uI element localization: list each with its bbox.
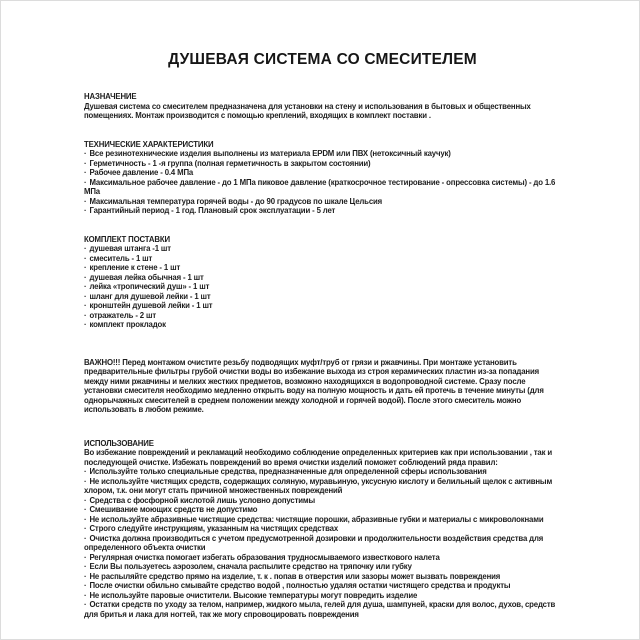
section-usage (84, 439, 561, 620)
usage-intro: Во избежание повреждений и рекламаций необходимо соблюдение определенных критериев как при использовании , так и последующей очистке. Избежать повреждений во время очистки изделий поможет соблюдений ряда правил: (84, 448, 553, 467)
spec-item: · Максимальная температура горячей воды - до 90 градусов по шкале Цельсия (84, 197, 561, 207)
section-purpose (84, 92, 561, 121)
usage-rule: · Очистка должна производиться с учетом предусмотренной дозировки и продолжительности воздействия средства для определенного объекта очистки (84, 534, 561, 553)
package-item: · кронштейн душевой лейки - 1 шт (84, 301, 561, 311)
usage-rule: · После очистки обильно смывайте средство водой , полностью удаляя остатки чистящего средства и продукты (84, 581, 561, 591)
usage-rule: · Не используйте паровые очистители. Высокие температуры могут повредить изделие (84, 591, 561, 601)
package-item: · крепление к стене - 1 шт (84, 263, 561, 273)
package-list (84, 244, 561, 330)
section-package (84, 235, 561, 330)
purpose-text: Душевая система со смесителем предназначена для установки на стену и использования в бытовых и общественных помещениях. Монтаж производится с помощью креплений, входящих в комплект поставки . (84, 101, 531, 120)
section-important (84, 358, 561, 415)
spec-item: · Максимальное рабочее давление - до 1 МПа пиковое давление (краткосрочное тестирование - опрессовка системы) - до 1.6 МПа (84, 178, 561, 197)
purpose-heading: НАЗНАЧЕНИЕ (84, 92, 137, 101)
specs-heading: ТЕХНИЧЕСКИЕ ХАРАКТЕРИСТИКИ (84, 139, 214, 149)
document-content (84, 51, 561, 619)
document-title: ДУШЕВАЯ СИСТЕМА СО СМЕСИТЕЛЕМ (168, 51, 477, 68)
usage-heading: ИСПОЛЬЗОВАНИЕ (84, 438, 154, 448)
usage-rule: · Строго следуйте инструкциям, указанным на чистящих средствах (84, 524, 561, 534)
usage-rule: · Остатки средств по уходу за телом, например, жидкого мыла, гелей для душа, шампуней, краски для волос, духов, средств для бритья и лака для ногтей, так же могу спровоцировать повреждения (84, 600, 561, 619)
package-item: · смеситель - 1 шт (84, 254, 561, 264)
usage-rule: · Не используйте чистящих средств, содержащих соляную, муравьиную, уксусную кислоту и белильный щелок с активным хлором, т.к. они могут стать причиной множественных повреждений (84, 477, 561, 496)
spec-item: · Герметичность - 1 -я группа (полная герметичность в закрытом состоянии) (84, 159, 561, 169)
usage-rule: · Используйте только специальные средства, предназначенные для определенной сферы использования (84, 467, 561, 477)
important-text: ВАЖНО!!! Перед монтажом очистите резьбу подводящих муфт/труб от грязи и ржавчины. При монтаже установить предварительные фильтры грубой очистки воды во избежание выхода из строя керамических пластин из-за попадания между ними ржавчины и мелких жестких предметов, возможно находящихся в водопроводной системе. Сразу после установки смесителя необходимо медленно открыть воду на полную мощность и дать ей протечь в течение минуты (для однорычажных смесителей в среднем положении между холодной и горячей водой). После этого смеситель можно использовать в любом режиме. (84, 357, 544, 414)
usage-rule: · Если Вы пользуетесь аэрозолем, сначала распылите средство на тряпочку или губку (84, 562, 561, 572)
package-item: · шланг для душевой лейки - 1 шт (84, 292, 561, 302)
usage-rule: · Средства с фосфорной кислотой лишь условно допустимы (84, 496, 561, 506)
usage-list (84, 467, 561, 619)
usage-rule: · Смешивание моющих средств не допустимо (84, 505, 561, 515)
specs-list (84, 149, 561, 216)
package-item: · комплект прокладок (84, 320, 561, 330)
section-specs (84, 140, 561, 216)
spec-item: · Все резинотехнические изделия выполнены из материала EPDM или ПВХ (нетоксичный каучук) (84, 149, 561, 159)
package-item: · душевая штанга -1 шт (84, 244, 561, 254)
usage-rule: · Не используйте абразивные чистящие средства: чистящие порошки, абразивные губки и материалы с микроволокнами (84, 515, 561, 525)
usage-rule: · Регулярная очистка помогает избегать образования трудносмываемого известкового налета (84, 553, 561, 563)
package-heading: КОМПЛЕКТ ПОСТАВКИ (84, 234, 170, 244)
spec-item: · Гарантийный период - 1 год. Плановый срок эксплуатации - 5 лет (84, 206, 561, 216)
usage-rule: · Не распыляйте средство прямо на изделие, т. к . попав в отверстия или зазоры может вызвать повреждения (84, 572, 561, 582)
spec-item: · Рабочее давление - 0.4 МПа (84, 168, 561, 178)
package-item: · лейка «тропический душ» - 1 шт (84, 282, 561, 292)
package-item: · отражатель - 2 шт (84, 311, 561, 321)
package-item: · душевая лейка обычная - 1 шт (84, 273, 561, 283)
